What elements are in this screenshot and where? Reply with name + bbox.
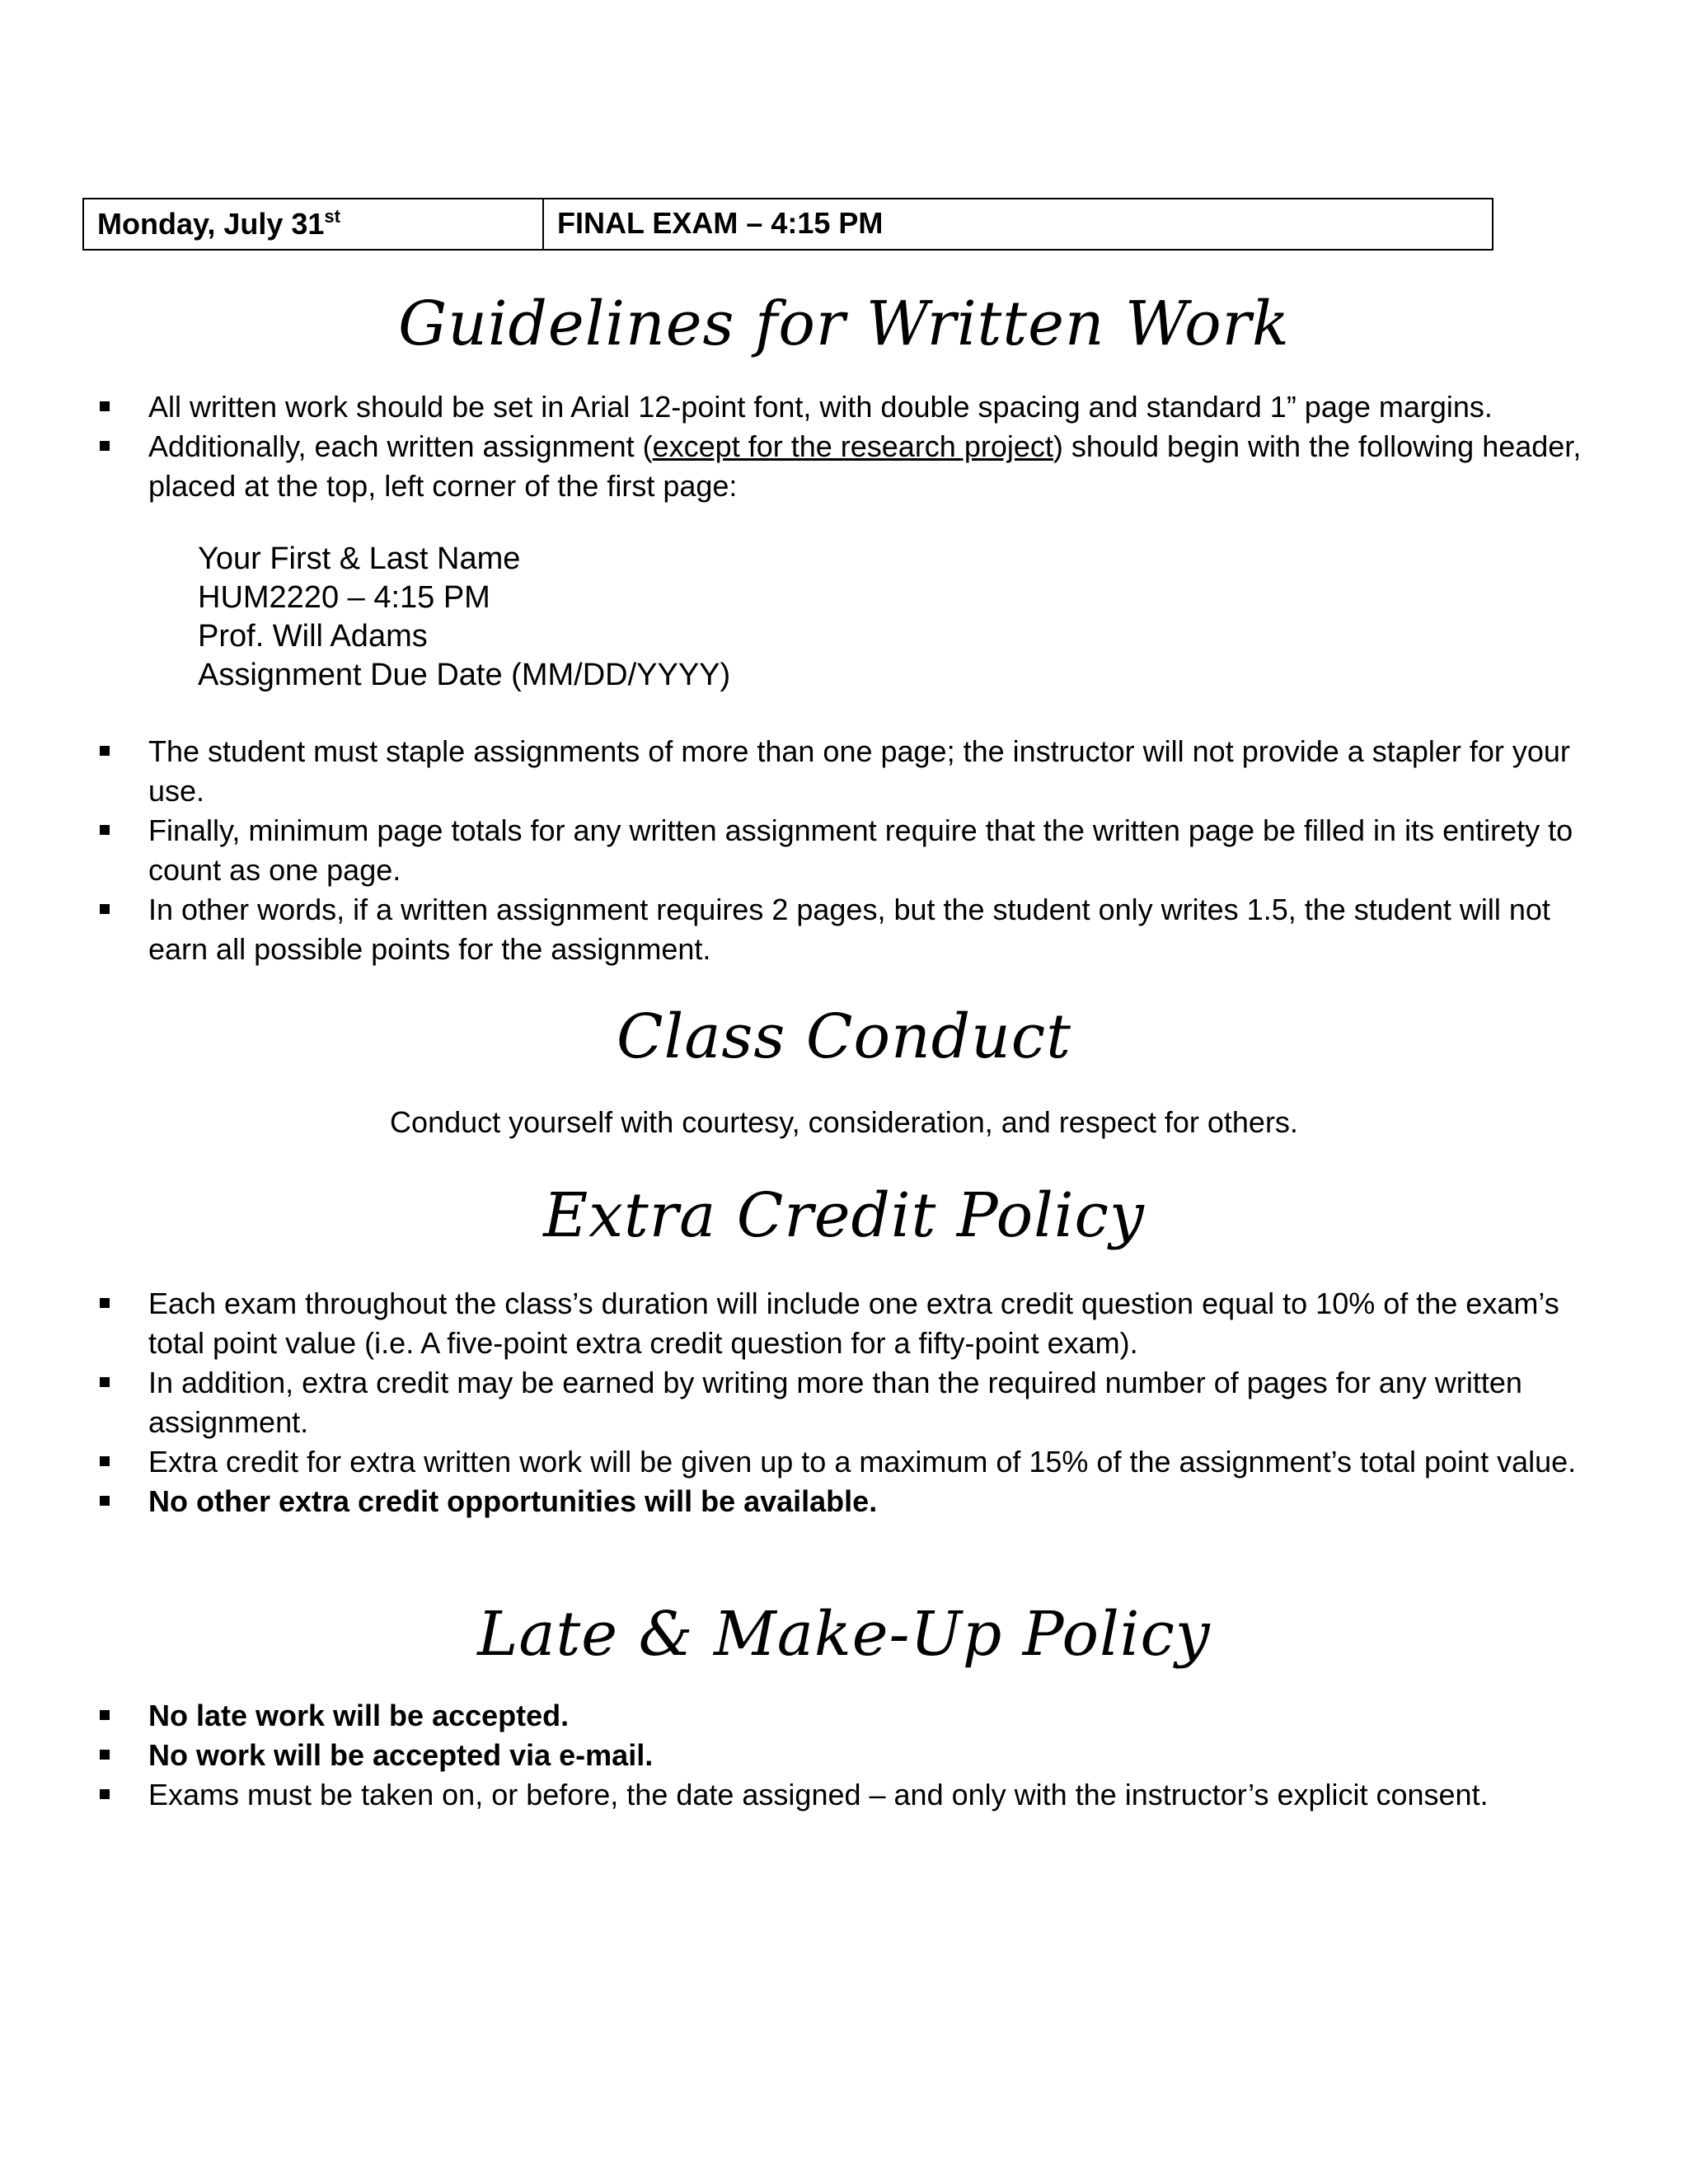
- schedule-table: [82, 198, 1493, 251]
- list-item: In addition, extra credit may be earned by writing more than the required number of pages for any written assignment.: [0, 1363, 1688, 1442]
- list-item: No other extra credit opportunities will be available.: [0, 1482, 1688, 1521]
- conduct-text: Conduct yourself with courtesy, consideration, and respect for others.: [390, 1105, 1298, 1139]
- extra-credit-list: [0, 1284, 1688, 1521]
- late-policy-list: [0, 1696, 1688, 1815]
- guidelines-heading: Guidelines for Written Work: [398, 288, 1290, 359]
- list-item: Exams must be taken on, or before, the date assigned – and only with the instructor’s explicit consent.: [0, 1775, 1688, 1815]
- list-item: The student must staple assignments of more than one page; the instructor will not provide a stapler for your use.: [0, 732, 1688, 811]
- late-policy-heading: Late & Make-Up Policy: [477, 1599, 1211, 1670]
- schedule-date: Monday, July 31: [97, 206, 325, 241]
- list-item: No work will be accepted via e-mail.: [0, 1736, 1688, 1775]
- extra-credit-heading: Extra Credit Policy: [543, 1180, 1145, 1251]
- list-item: In other words, if a written assignment requires 2 pages, but the student only writes 1.5, the student will not earn all possible points for the assignment.: [0, 890, 1688, 969]
- schedule-row: [83, 199, 1493, 250]
- list-item: [0, 427, 1688, 506]
- list-item: Each exam throughout the class’s duration will include one extra credit question equal to 10% of the exam’s total point value (i.e. A five-point extra credit question for a fifty-point exam).: [0, 1284, 1688, 1363]
- underlined-text: except for the research project: [652, 429, 1053, 463]
- conduct-heading: Class Conduct: [617, 1001, 1071, 1072]
- bullet-text-before: Additionally, each written assignment (: [148, 429, 653, 463]
- bullet-text-after: ) should begin with the following header, placed at the top, left corner of the first page:: [148, 429, 1582, 503]
- schedule-date-suffix: st: [324, 205, 340, 227]
- guidelines-list-top: [0, 387, 1688, 506]
- sample-header-line: Your First & Last Name: [198, 541, 521, 576]
- list-item: All written work should be set in Arial 12-point font, with double spacing and standard 1” page margins.: [0, 387, 1688, 427]
- schedule-date-cell: [83, 199, 543, 250]
- sample-header-line: HUM2220 – 4:15 PM: [198, 580, 490, 615]
- list-item: Extra credit for extra written work will be given up to a maximum of 15% of the assignment’s total point value.: [0, 1442, 1688, 1482]
- guidelines-list-bottom: [0, 732, 1688, 969]
- list-item: Finally, minimum page totals for any written assignment require that the written page be filled in its entirety to count as one page.: [0, 811, 1688, 890]
- list-item: No late work will be accepted.: [0, 1696, 1688, 1736]
- sample-header-block: [198, 540, 730, 695]
- schedule-event-cell: FINAL EXAM – 4:15 PM: [543, 199, 1493, 250]
- sample-header-line: Assignment Due Date (MM/DD/YYYY): [198, 658, 731, 692]
- sample-header-line: Prof. Will Adams: [198, 619, 428, 654]
